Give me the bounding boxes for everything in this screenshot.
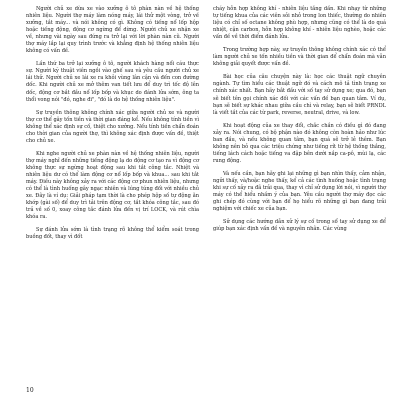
paragraph: Và nếu cần, bạn hãy ghi lại những gì bạn nhìn thấy, cảm nhận, ngửi thấy, và/hoặc nghe thấy, kể cả các tình huống hoặc tình trạng khi sự cố xảy ra đã trải qua, thay vì chỉ sử dụng lời nói, vì người thợ máy có thể hiểu nhầm ý của bạn. Yêu cầu người thợ máy đọc các ghi chép đó cùng với bạn để họ hiểu rõ những gì bạn đang trải nghiệm với chiếc xe của bạn. [213,170,386,213]
paragraph: Khi hoạt động của xe thay đổi, chắc chắn có điều gì đó đang xảy ra. Nói chung, có bộ phận nào đó không còn hoàn hảo như lúc ban đầu, và nếu không quan tâm, bạn quá sẽ trở lẻ thêm. Bạn không nên bỏ qua các triệu chứng như tiếng rít từ hệ thống thắng, tiếng lách cách hoặc tiếng va đập bên dưới nắp ca-pô, mùi lạ, các rung động. [213,122,386,164]
paragraph: Người chủ xe dừa xe vào xưởng ô tô phàn nàn về hệ thống nhiên liệu. Người thợ máy làm nóng máy, lái thử một vòng, trở về xưởng, tắt máy... và nói không có gì. Không có tiếng nổ lốp hộp hoặc tiếng động, động cơ ngừng để dừng. Người chủ xe nhận xe về, nhưng vài ngày sau đứng ra trở lại với lời phàn nàn cũ. Người thợ máy lắp lại quy trình trước và khẳng định hệ thống nhiên liệu không có vấn đề. [26,6,199,55]
paragraph: Lần thứ ba trở lại xưởng ô tô, người khách hàng nổi cáu thực sự. Người kỹ thuật viên ngồi vào ghế sau và yêu cầu người chủ xe lái thử. Người chủ xe lái xe ra khỏi vùng lân cận và đến con đường dốc. Khi người chủ xe mở thêm van tiết lưu để duy trì tốc độ lên dốc, động cơ bắt đầu nổ lốp bốp và khục do đánh lửa sớm, ông ta thổi vong nói "đó, nghe đi", "đó là do hệ thống nhiên liệu". [26,61,199,103]
right-column [213,6,386,394]
left-column [26,6,199,394]
paragraph: Sự đánh lửa sớm là tình trạng rõ không thể kiểm soát trong buồng đốt, thay vì đốt [26,227,199,241]
text-columns [26,6,386,394]
page-number: 10 [26,387,34,394]
paragraph: cháy hỗn hợp không khí - nhiên liệu tăng dần. Khi nhạy từ những tự tiếng khua của các viên sỏi nhỏ trong lon thiếc, thường do nhiên liệu có chỉ số octane không phù hợp, nhưng cũng có thể là do quá nhiệt, cặn carbon, hỗn hợp không khí - nhiên liệu nghèo, hoặc các vấn đề về thời điểm đánh lửa. [213,6,386,41]
paragraph: Sự truyền thông không chính xác giữa người chủ xe và người thợ cơ thể gây tốn tiền và thời gian đáng kể. Nếu không tính tiền vì không thể xác định sự cố, thiệt cho xưởng. Nếu tính tiền chẩn đoán cho thời gian của người thợ, thì không xác định được vấn đề, thiệt cho chủ xe. [26,109,199,144]
paragraph: Trong trường hợp này, sự truyền thông không chính xác có thể làm người chủ xe tốn nhiều tiền và thời gian để chẩn đoán mà vẫn không giải quyết được vấn đề. [213,47,386,68]
paragraph: Bài học của câu chuyện này là: học các thuật ngữ chuyên ngành. Tự tìm hiểu các thuật ngữ đó và cách mô tả tình trạng xe chính xác nhất. Bạn hãy bắt đầu với số tay sử dụng xe; qua đó, bạn sẽ biết tên gọi chính xác đối với các vấn đề bạn quan tâm. Ví dụ, bạn sẽ biết sự khác nhau giữa cầu chì và relay, bạn sẽ biết PRNDL là viết tắt của các từ park, reverse, neutral, drive, và low. [213,74,386,116]
paragraph: Khi nghe người chủ xe phàn nàn về hệ thống nhiên liệu, người thợ máy nghĩ đến những tiếng động lạ do động cơ tạo ra vì động cơ không thực sự ngừng hoạt động sau khi tắt công tắc. Nhiệt và nhiên liệu dư có thể làm động cơ nổ lốp bốp và khua... sau khi tắt máy. Điều này không xảy ra với các động cơ phun nhiên liệu, nhưng có thể là tình huống gây ngạc nhiên và lúng túng đối với nhiều chủ xe. Đây là ví dụ: Giải pháp tạm thời là cho phép hộp số tự động ăn khớp (gài số) để duy trì tải trên động cơ, tắt khóa công tắc, sau đó trả về số 0, xoay công tắc đánh lửa đến vị trí LOCK, và rút chìa khóa ra. [26,150,199,221]
paragraph: Sử dụng các hướng dẫn xử lý sự cố trong sổ tay sử dụng xe để giúp bạn xác định vấn đề và nguyên nhân. Các vùng [213,219,386,233]
